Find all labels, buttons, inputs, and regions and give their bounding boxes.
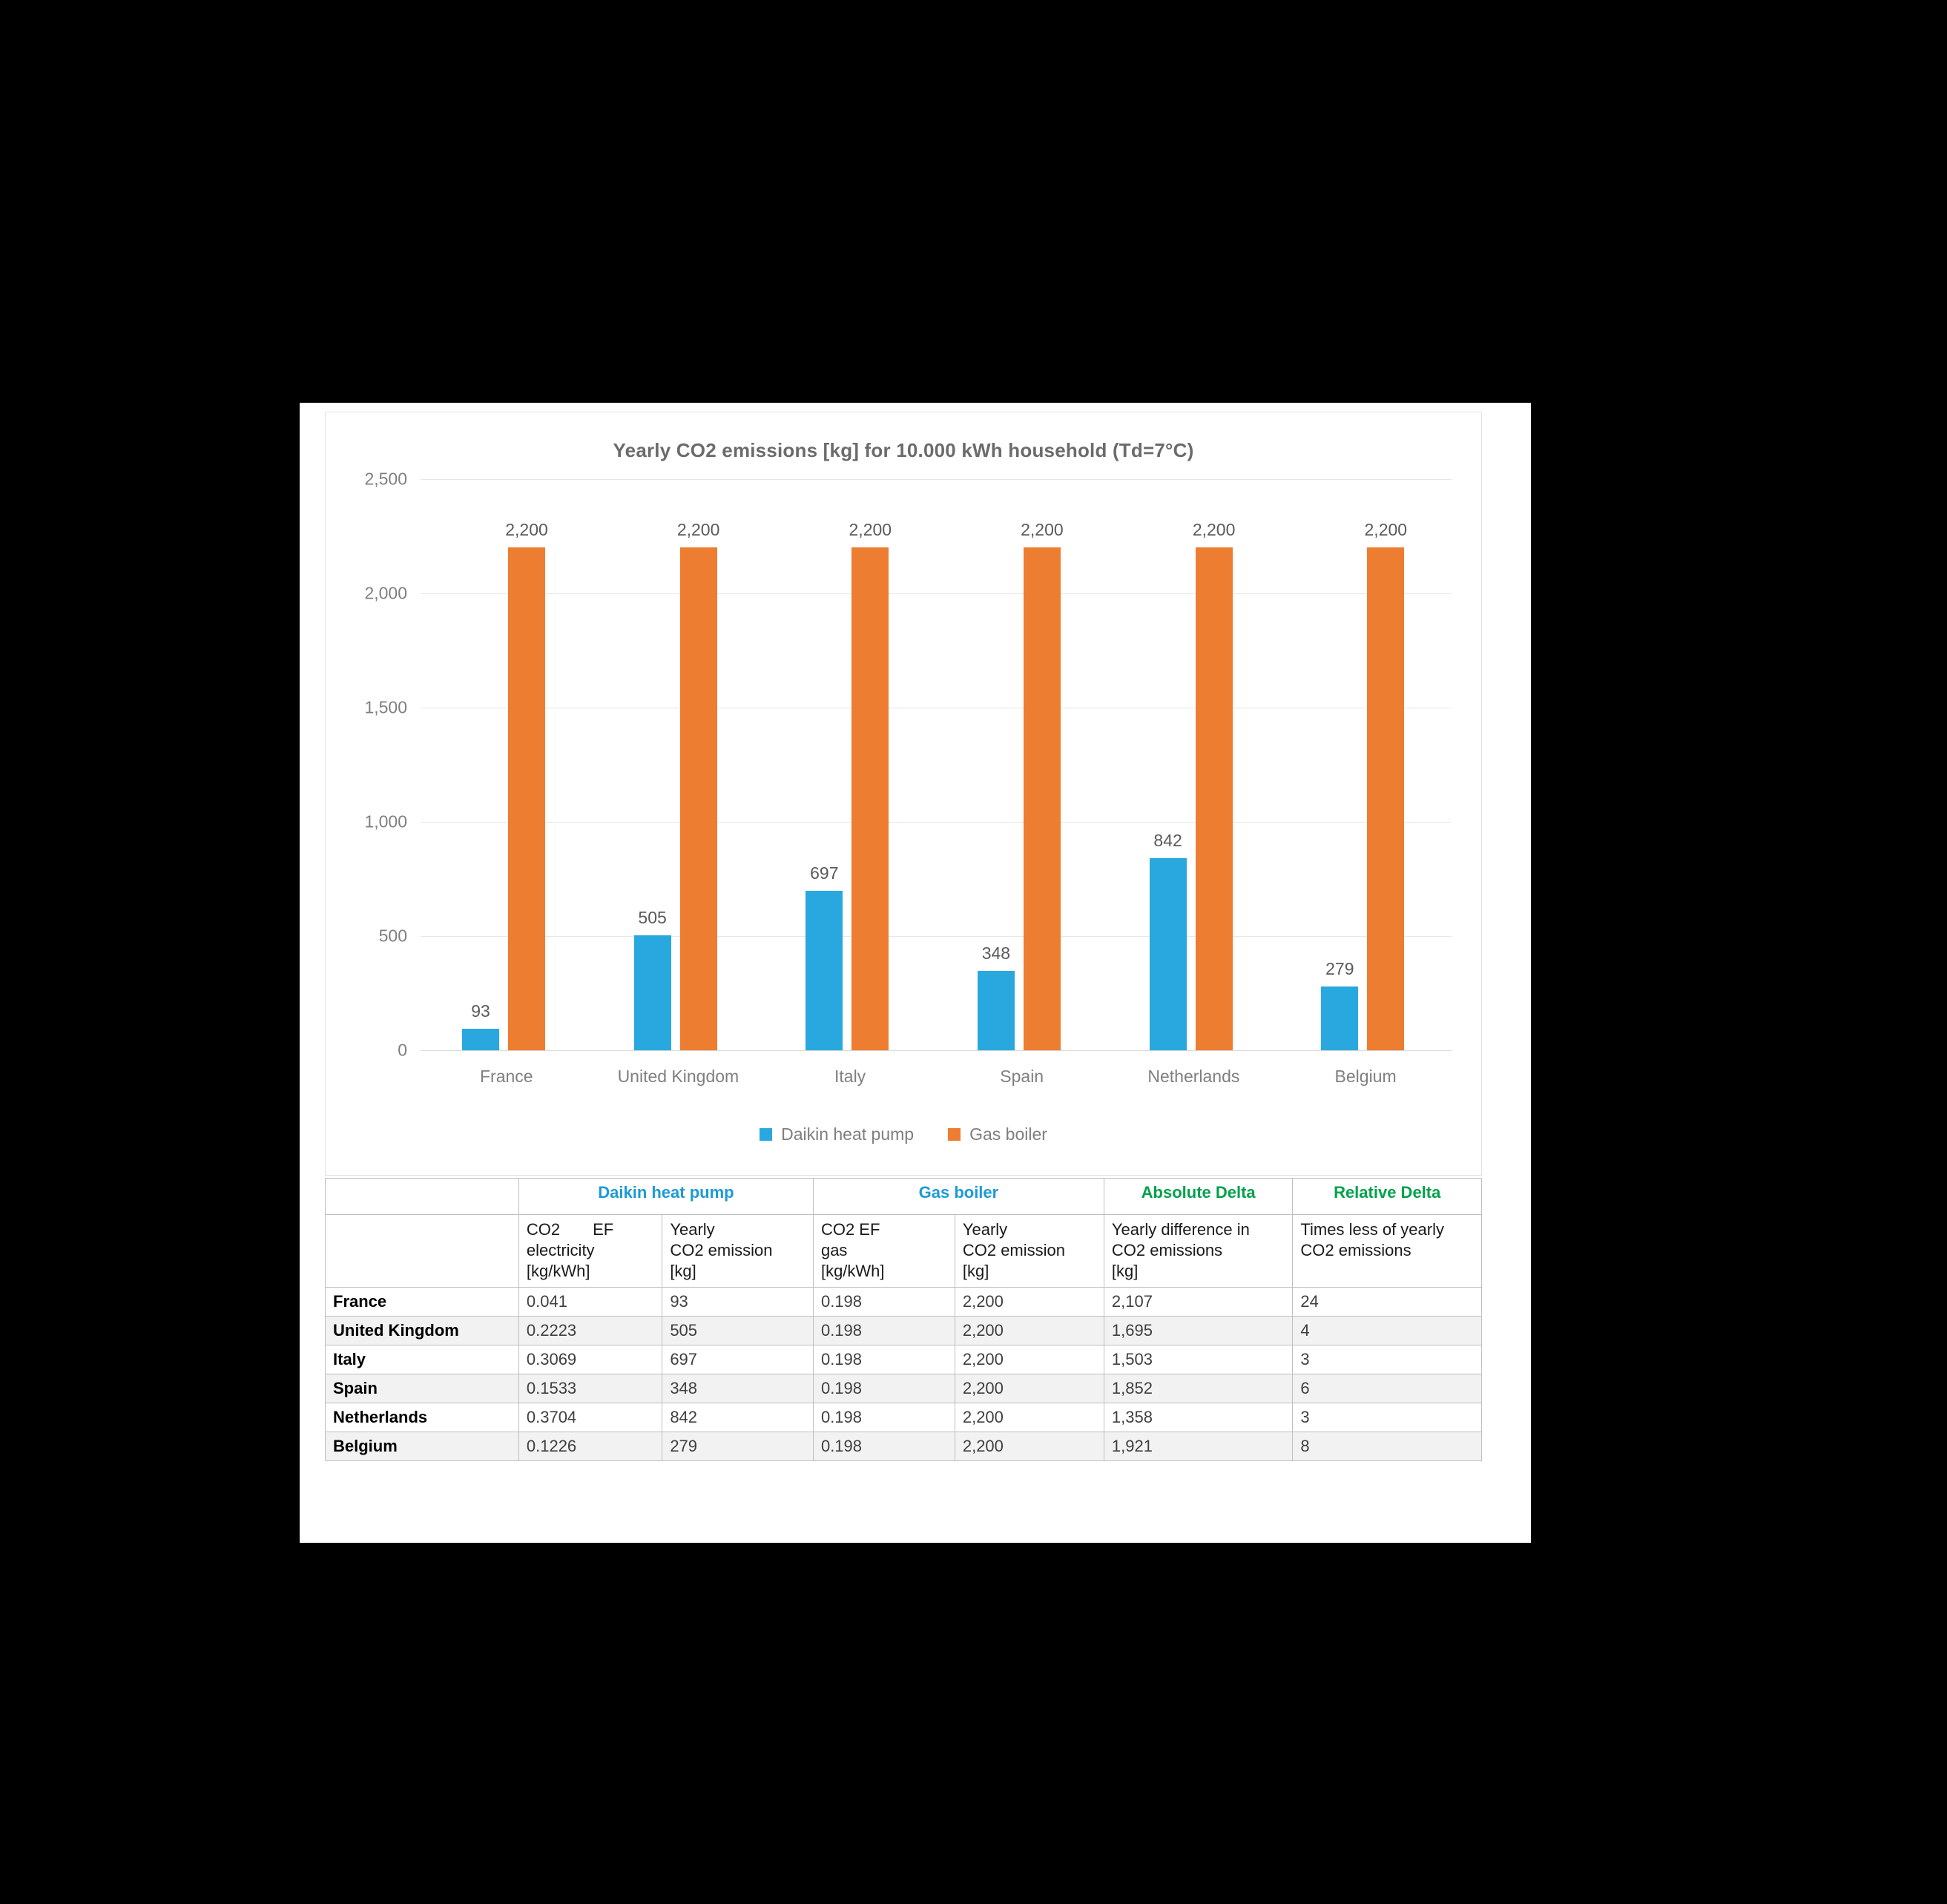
category-group-italy [764, 479, 936, 1086]
content-card [300, 403, 1531, 1543]
legend-item-gas-boiler[interactable] [948, 1124, 1047, 1144]
bar-label-gas-boiler-italy: 2,200 [849, 520, 892, 540]
bar-heat-pump-belgium[interactable] [1321, 959, 1358, 1050]
subheader-ef-gas [813, 1215, 955, 1288]
cell-country: Spain [326, 1374, 519, 1403]
cell-ef-electricity: 0.3069 [518, 1345, 662, 1374]
cell-ef-electricity: 0.1533 [518, 1374, 662, 1403]
subheader-relative-delta [1293, 1215, 1482, 1288]
group-header-blank [326, 1179, 519, 1215]
cell-absolute-delta: 1,358 [1104, 1403, 1293, 1432]
subheader-gas-yearly-emission [955, 1215, 1104, 1288]
bar-label-gas-boiler-france: 2,200 [505, 520, 548, 540]
cell-ef-electricity: 0.041 [518, 1288, 662, 1317]
subheader-hp-yearly-line2: CO2 emission [670, 1241, 773, 1260]
table-group-header-row [326, 1179, 1482, 1215]
table-row [326, 1374, 1482, 1403]
legend-item-daikin-heat-pump[interactable] [760, 1124, 914, 1144]
bar-heat-pump-italy[interactable] [806, 863, 843, 1050]
cell-relative-delta: 3 [1293, 1403, 1482, 1432]
bar-gas-boiler-italy[interactable] [849, 520, 892, 1050]
subheader-hp-yearly-line1: Yearly [670, 1220, 715, 1239]
category-group-spain [936, 479, 1108, 1086]
cell-ef-gas: 0.198 [813, 1403, 955, 1432]
group-header-gas-boiler: Gas boiler [813, 1179, 1104, 1215]
subheader-ef-electricity-line3: [kg/kWh] [526, 1262, 590, 1281]
cell-country: Italy [326, 1345, 519, 1374]
category-group-belgium [1279, 479, 1452, 1086]
bar-heat-pump-netherlands[interactable] [1150, 830, 1187, 1050]
cell-relative-delta: 3 [1293, 1345, 1482, 1374]
bar-gas-boiler-spain[interactable] [1021, 520, 1064, 1050]
subheader-absolute-line1: Yearly difference in [1111, 1220, 1250, 1239]
cell-ef-gas: 0.198 [813, 1432, 955, 1461]
subheader-absolute-line3: [kg] [1111, 1262, 1139, 1281]
cell-country: France [326, 1288, 519, 1317]
cell-ef-gas: 0.198 [813, 1345, 955, 1374]
axis-baseline [398, 1040, 1452, 1060]
table-row [326, 1345, 1482, 1374]
y-tick-0: 0 [398, 1040, 407, 1060]
y-tick-2000: 2,000 [364, 583, 407, 603]
y-tick-500: 500 [378, 926, 407, 946]
group-header-daikin-heat-pump: Daikin heat pump [518, 1179, 813, 1215]
x-tick-france: France [480, 1067, 533, 1086]
cell-hp-yearly: 93 [662, 1288, 814, 1317]
cell-hp-yearly: 348 [662, 1374, 814, 1403]
cell-ef-gas: 0.198 [813, 1288, 955, 1317]
cell-hp-yearly: 842 [662, 1403, 814, 1432]
bar-label-heat-pump-italy: 697 [810, 863, 839, 883]
cell-ef-electricity: 0.1226 [518, 1432, 662, 1461]
x-tick-belgium: Belgium [1334, 1067, 1397, 1086]
bar-label-gas-boiler-spain: 2,200 [1021, 520, 1064, 540]
cell-country: Belgium [326, 1432, 519, 1461]
subheader-relative-line2: CO2 emissions [1300, 1241, 1411, 1260]
cell-absolute-delta: 1,852 [1104, 1374, 1293, 1403]
cell-hp-yearly: 697 [662, 1345, 814, 1374]
subheader-absolute-delta [1104, 1215, 1293, 1288]
legend-label-gas-boiler: Gas boiler [969, 1124, 1047, 1144]
data-table [325, 1178, 1482, 1461]
category-group-france [421, 479, 593, 1086]
subheader-gas-yearly-line2: CO2 emission [962, 1241, 1065, 1260]
bar-label-heat-pump-spain: 348 [981, 943, 1011, 963]
cell-relative-delta: 6 [1293, 1374, 1482, 1403]
cell-ef-electricity: 0.2223 [518, 1317, 662, 1345]
subheader-ef-electricity-line1b: EF [593, 1220, 614, 1239]
y-tick-1000: 1,000 [364, 811, 407, 831]
subheader-ef-gas-line1: CO2 EF [820, 1220, 880, 1239]
subheader-ef-gas-line2: gas [820, 1241, 848, 1260]
y-tick-2500: 2,500 [364, 469, 407, 489]
x-tick-united-kingdom: United Kingdom [617, 1067, 739, 1086]
bar-label-heat-pump-united-kingdom: 505 [638, 907, 667, 927]
bar-label-gas-boiler-united-kingdom: 2,200 [676, 520, 720, 540]
cell-ef-electricity: 0.3704 [518, 1403, 662, 1432]
cell-country: Netherlands [326, 1403, 519, 1432]
subheader-gas-yearly-line3: [kg] [962, 1262, 989, 1281]
cell-absolute-delta: 1,695 [1104, 1317, 1293, 1345]
bar-label-heat-pump-netherlands: 842 [1153, 830, 1182, 850]
subheader-hp-yearly-line3: [kg] [670, 1262, 696, 1281]
cell-hp-yearly: 279 [662, 1432, 814, 1461]
legend-swatch-icon-heat-pump [760, 1128, 772, 1141]
x-tick-spain: Spain [1000, 1067, 1044, 1086]
cell-absolute-delta: 1,921 [1104, 1432, 1293, 1461]
legend-label-heat-pump: Daikin heat pump [781, 1124, 915, 1144]
bar-heat-pump-france[interactable] [462, 1001, 499, 1050]
table-row [326, 1403, 1482, 1432]
bar-gas-boiler-united-kingdom[interactable] [676, 520, 720, 1050]
table-row [326, 1317, 1482, 1345]
bar-chart [325, 412, 1482, 1176]
cell-absolute-delta: 2,107 [1104, 1288, 1293, 1317]
table-row [326, 1432, 1482, 1461]
cell-gas-yearly: 2,200 [955, 1403, 1104, 1432]
cell-gas-yearly: 2,200 [955, 1432, 1104, 1461]
chart-title: Yearly CO2 emissions [kg] for 10.000 kWh household (Td=7°C) [613, 439, 1194, 461]
bar-gas-boiler-netherlands[interactable] [1192, 520, 1236, 1050]
subheader-ef-electricity-line1a: CO2 [526, 1220, 561, 1239]
subheader-absolute-line2: CO2 emissions [1111, 1241, 1223, 1260]
group-header-absolute-delta: Absolute Delta [1104, 1179, 1293, 1215]
cell-relative-delta: 24 [1293, 1288, 1482, 1317]
subheader-ef-electricity [518, 1215, 662, 1288]
legend-swatch-icon-gas-boiler [948, 1128, 961, 1141]
bar-label-heat-pump-france: 93 [471, 1001, 490, 1021]
cell-gas-yearly: 2,200 [955, 1317, 1104, 1345]
x-tick-netherlands: Netherlands [1147, 1067, 1240, 1086]
subheader-gas-yearly-line1: Yearly [962, 1220, 1008, 1239]
cell-hp-yearly: 505 [662, 1317, 814, 1345]
subheader-blank [326, 1215, 519, 1288]
cell-absolute-delta: 1,503 [1104, 1345, 1293, 1374]
bar-heat-pump-united-kingdom[interactable] [634, 907, 671, 1051]
bar-label-heat-pump-belgium: 279 [1325, 959, 1354, 979]
cell-ef-gas: 0.198 [813, 1374, 955, 1403]
bar-label-gas-boiler-belgium: 2,200 [1364, 520, 1408, 540]
subheader-relative-line1: Times less of yearly [1300, 1220, 1444, 1239]
y-tick-1500: 1,500 [364, 697, 407, 717]
subheader-ef-electricity-line2: electricity [526, 1241, 595, 1260]
cell-relative-delta: 4 [1293, 1317, 1482, 1345]
bar-label-gas-boiler-netherlands: 2,200 [1192, 520, 1236, 540]
group-header-relative-delta: Relative Delta [1293, 1179, 1482, 1215]
category-group-united-kingdom [593, 479, 765, 1086]
table-row [326, 1288, 1482, 1317]
subheader-hp-yearly-emission [662, 1215, 814, 1288]
category-group-netherlands [1108, 479, 1280, 1086]
data-table-wrapper [325, 1178, 1482, 1461]
cell-relative-delta: 8 [1293, 1432, 1482, 1461]
bar-heat-pump-spain[interactable] [978, 943, 1015, 1050]
table-subheader-row [326, 1215, 1482, 1288]
cell-gas-yearly: 2,200 [955, 1374, 1104, 1403]
cell-gas-yearly: 2,200 [955, 1288, 1104, 1317]
x-tick-italy: Italy [834, 1067, 866, 1086]
cell-ef-gas: 0.198 [813, 1317, 955, 1345]
cell-country: United Kingdom [326, 1317, 519, 1345]
bar-gas-boiler-belgium[interactable] [1364, 520, 1408, 1050]
cell-gas-yearly: 2,200 [955, 1345, 1104, 1374]
bar-gas-boiler-france[interactable] [505, 520, 548, 1050]
subheader-ef-gas-line3: [kg/kWh] [820, 1262, 885, 1281]
plot-area [364, 469, 1452, 1086]
chart-legend [326, 1124, 1481, 1144]
